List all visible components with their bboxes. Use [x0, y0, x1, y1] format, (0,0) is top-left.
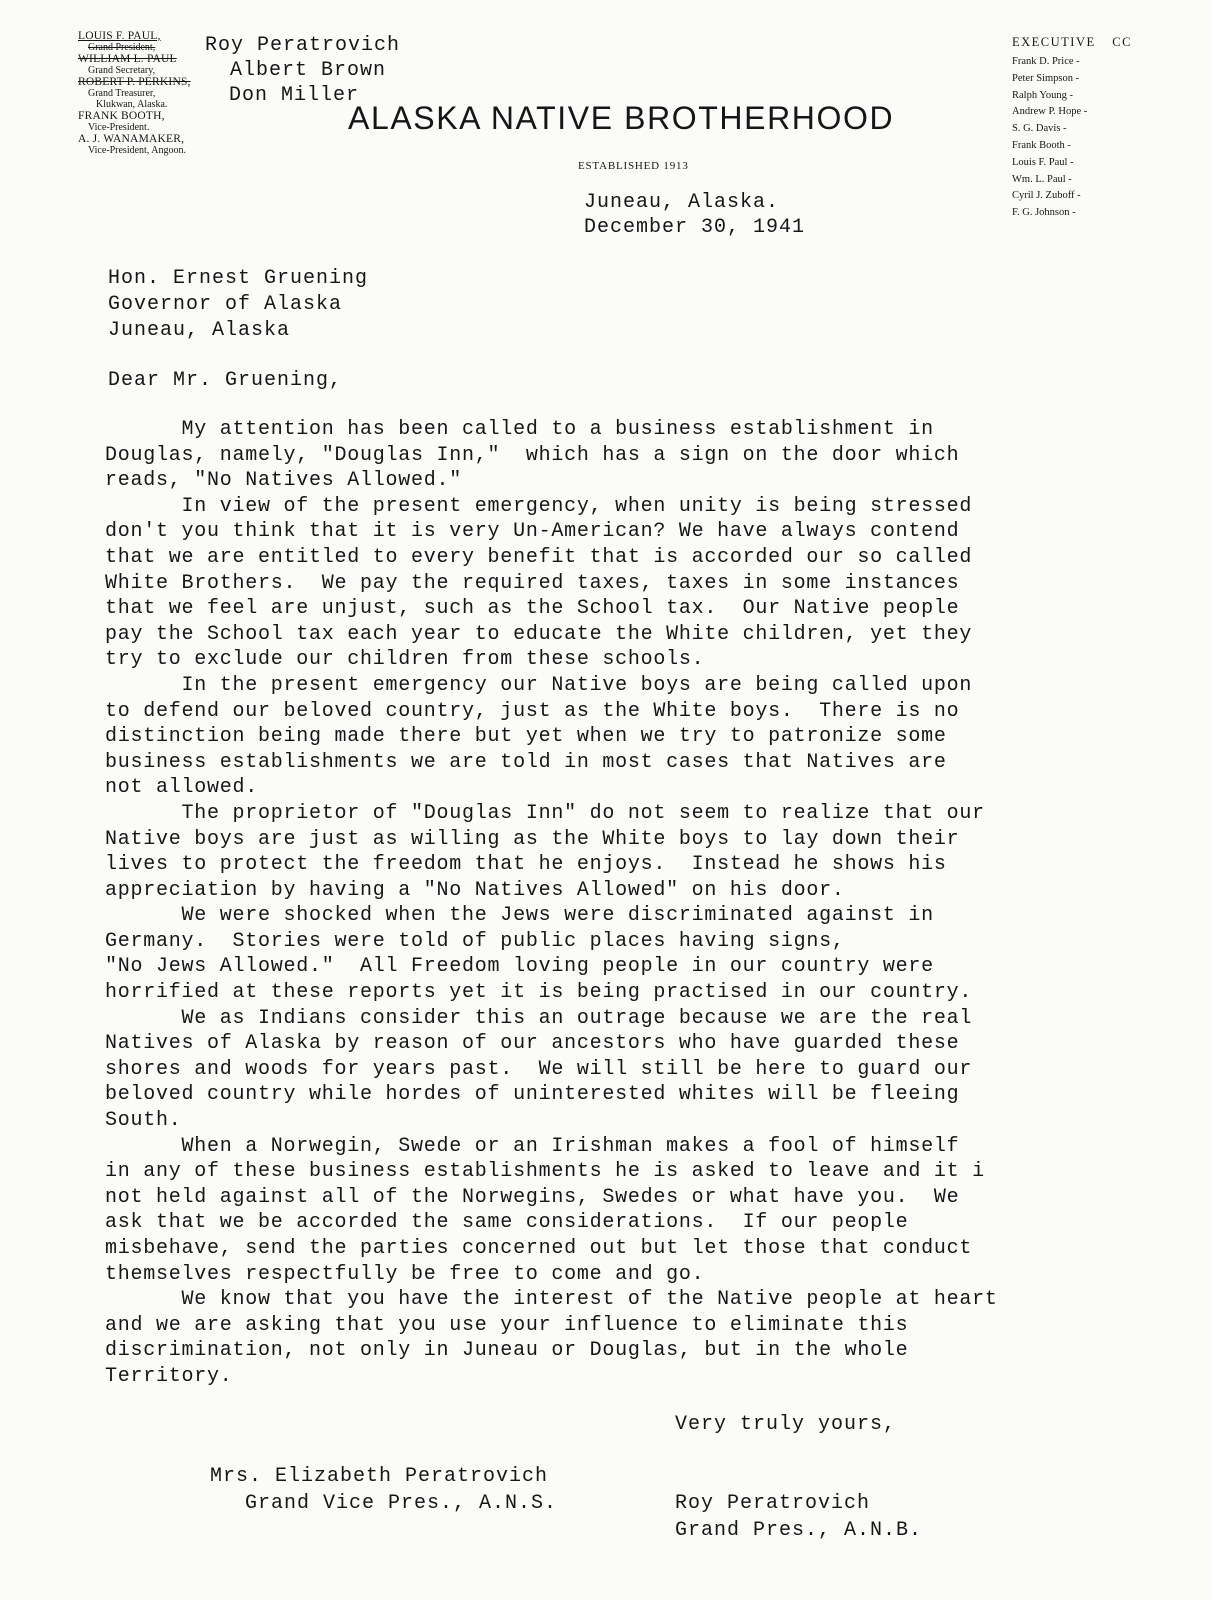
typed-name: Don Miller [229, 84, 360, 107]
officer-name: LOUIS F. PAUL, [78, 30, 161, 42]
body-line: We were shocked when the Jews were discriminated against in [105, 904, 934, 928]
body-line: reads, "No Natives Allowed." [105, 469, 463, 493]
officer-title: Grand Secretary, [88, 65, 156, 76]
body-line: The proprietor of "Douglas Inn" do not seem to realize that our [105, 801, 985, 825]
body-line: misbehave, send the parties concerned out but let those that conduct [105, 1237, 973, 1260]
body-line: lives to protect the freedom that he enjoys. Instead he shows his [105, 853, 947, 877]
established-line: ESTABLISHED 1913 [578, 160, 689, 172]
officer-title: Grand Treasurer, [88, 88, 156, 99]
body-line: discrimination, not only in Juneau or Douglas, but in the whole [105, 1339, 909, 1363]
body-line: Germany. Stories were told of public places having signs, [105, 929, 845, 953]
executive-member: Andrew P. Hope - [1012, 106, 1088, 118]
body-line: appreciation by having a "No Natives Allowed" on his door. [105, 878, 845, 902]
executive-member: Cyril J. Zuboff - [1012, 190, 1081, 202]
body-line: ask that we be accorded the same considerations. If our people [105, 1211, 909, 1235]
officer-name: A. J. WANAMAKER, [78, 133, 185, 145]
body-line: pay the School tax each year to educate the White children, yet they [105, 622, 973, 646]
body-line: Douglas, namely, "Douglas Inn," which has a sign on the door which [105, 443, 960, 467]
executive-member: Louis F. Paul - [1012, 156, 1074, 168]
body-line: try to exclude our children from these schools. [105, 648, 705, 672]
body-line: In the present emergency our Native boys are being called upon [105, 673, 973, 697]
officer-title: Vice-President, Angoon. [88, 145, 186, 156]
body-line: "No Jews Allowed." All Freedom loving people in our country were [105, 955, 934, 979]
recipient-name: Hon. Ernest Gruening [108, 267, 369, 290]
executive-member: Frank Booth - [1012, 139, 1071, 151]
officer-name: WILLIAM L. PAUL [78, 53, 177, 65]
body-line: to defend our beloved country, just as the White boys. There is no [105, 699, 960, 723]
signatory-title: Grand Vice Pres., A.N.S. [245, 1492, 558, 1515]
body-line: and we are asking that you use your influence to eliminate this [105, 1313, 909, 1337]
executive-heading-label: EXECUTIVE [1012, 35, 1096, 49]
signatory-name: Mrs. Elizabeth Peratrovich [210, 1465, 549, 1488]
body-line: not held against all of the Norwegins, Swedes or what have you. We [105, 1185, 960, 1209]
body-line: South. [105, 1109, 182, 1133]
signature-block-left [210, 1463, 557, 1517]
signatory-name: Roy Peratrovich [675, 1492, 871, 1515]
closing: Very truly yours, [675, 1413, 897, 1436]
executive-member: Frank D. Price - [1012, 56, 1080, 67]
typed-name: Roy Peratrovich [205, 34, 401, 57]
executive-member-list [1012, 54, 1192, 222]
body-line: We as Indians consider this an outrage because we are the real [105, 1006, 973, 1030]
letter-body [105, 417, 1165, 1390]
signatory-title: Grand Pres., A.N.B. [675, 1519, 923, 1542]
body-line: distinction being made there but yet when we try to patronize some [105, 725, 947, 749]
dateline-place: Juneau, Alaska. [584, 191, 780, 214]
dateline [584, 190, 805, 240]
body-line: Territory. [105, 1364, 233, 1388]
body-line: not allowed. [105, 776, 259, 800]
executive-member: F. G. Johnson - [1012, 207, 1076, 219]
body-line: Native boys are just as willing as the White boys to lay down their [105, 827, 960, 851]
body-line: horrified at these reports yet it is being practised in our country. [105, 981, 973, 1005]
executive-member: S. G. Davis - [1012, 123, 1067, 135]
body-line: In view of the present emergency, when unity is being stressed [105, 494, 973, 518]
body-line: that we feel are unjust, such as the School tax. Our Native people [105, 597, 960, 621]
executive-heading-suffix: CC [1112, 35, 1132, 49]
typed-name: Albert Brown [230, 59, 387, 82]
officer-title: Vice-President. [88, 122, 150, 133]
body-line: that we are entitled to every benefit that is accorded our so called [105, 545, 973, 569]
typed-officer-names [205, 33, 400, 108]
executive-committee [1012, 35, 1192, 222]
recipient-address [108, 266, 368, 344]
body-line: White Brothers. We pay the required taxes, taxes in some instances [105, 571, 960, 595]
officer-title: Grand President, [88, 42, 156, 53]
body-line: in any of these business establishments he is asked to leave and it i [105, 1160, 985, 1184]
body-line: When a Norwegin, Swede or an Irishman makes a fool of himself [105, 1134, 960, 1158]
dateline-date: December 30, 1941 [584, 216, 806, 239]
officer-location: Klukwan, Alaska. [96, 99, 168, 110]
body-line: beloved country while hordes of uninterested whites will be fleeing [105, 1083, 960, 1107]
officer-entry [78, 133, 278, 156]
officer-name: FRANK BOOTH, [78, 110, 165, 122]
salutation: Dear Mr. Gruening, [108, 369, 343, 392]
body-line: themselves respectfully be free to come and go. [105, 1262, 705, 1286]
body-line: shores and woods for years past. We will still be here to guard our [105, 1057, 973, 1081]
body-line: don't you think that it is very Un-American? We have always contend [105, 520, 960, 544]
executive-member: Ralph Young - [1012, 89, 1073, 101]
body-line: My attention has been called to a business establishment in [105, 418, 934, 441]
organization-title: ALASKA NATIVE BROTHERHOOD [348, 100, 895, 136]
body-line: We know that you have the interest of the Native people at heart [105, 1288, 998, 1312]
executive-heading [1012, 35, 1192, 50]
body-line: business establishments we are told in most cases that Natives are [105, 750, 947, 774]
body-line: Natives of Alaska by reason of our ancestors who have guarded these [105, 1032, 960, 1056]
executive-member: Wm. L. Paul - [1012, 173, 1072, 185]
executive-member: Peter Simpson - [1012, 72, 1080, 84]
recipient-title: Governor of Alaska [108, 293, 343, 316]
recipient-place: Juneau, Alaska [108, 319, 291, 342]
officer-entry [78, 110, 278, 133]
signature-block-right [675, 1490, 922, 1544]
officer-name: ROBERT P. PERKINS, [78, 76, 191, 88]
